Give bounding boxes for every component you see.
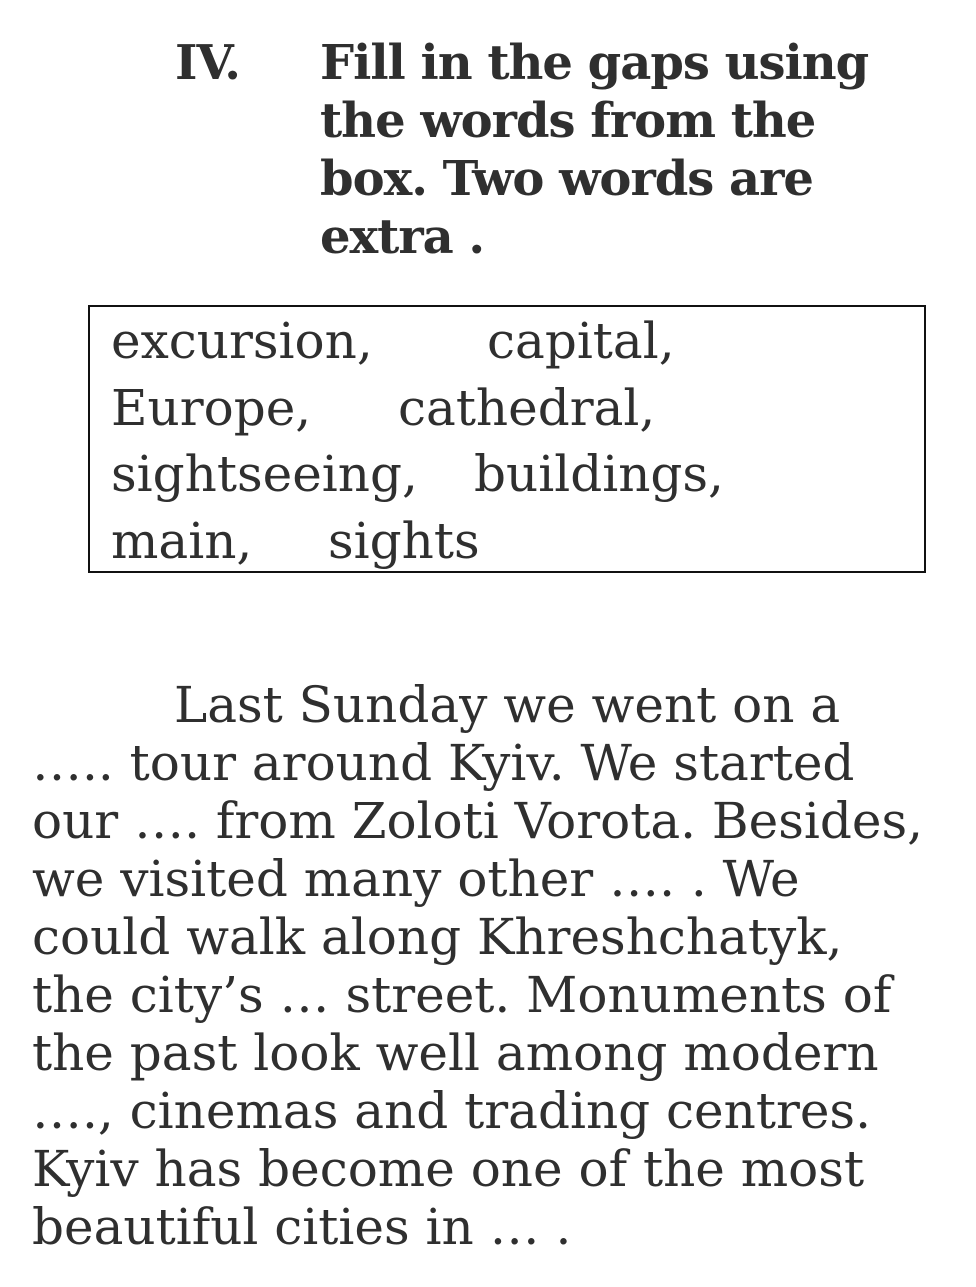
passage-line: our …. from Zoloti Vorota. Besides, — [32, 792, 924, 850]
word-box-item: sightseeing, — [111, 445, 418, 503]
task-instruction-line: extra . — [320, 209, 485, 265]
passage-line: the city’s … street. Monuments of — [32, 966, 892, 1024]
passage-line: …., cinemas and trading centres. — [32, 1082, 871, 1140]
task-instructions — [320, 34, 960, 266]
task-number: IV. — [175, 35, 241, 91]
word-box-item: main, — [111, 512, 253, 570]
word-box-item: excursion, — [111, 312, 373, 370]
task-instruction-line: box. Two words are — [320, 151, 813, 207]
passage-line: ….. tour around Kyiv. We started — [32, 734, 855, 792]
word-box-item: capital, — [487, 312, 675, 370]
word-box-item: sights — [328, 512, 480, 570]
word-box-item: Europe, — [111, 379, 312, 437]
word-box-item: cathedral, — [398, 379, 656, 437]
passage-line: the past look well among modern — [32, 1024, 879, 1082]
word-box — [88, 305, 926, 573]
passage-line: beautiful cities in … . — [32, 1198, 572, 1256]
word-box-item: buildings, — [474, 445, 724, 503]
task-instruction-line: Fill in the gaps using — [320, 35, 869, 91]
passage-line: could walk along Khreshchatyk, — [32, 908, 843, 966]
passage-line: we visited many other …. . We — [32, 850, 800, 908]
task-instruction-line: the words from the — [320, 93, 816, 149]
passage-line: Last Sunday we went on a — [174, 676, 841, 734]
passage-line: Kyiv has become one of the most — [32, 1140, 865, 1198]
gap-fill-passage — [32, 676, 962, 1256]
